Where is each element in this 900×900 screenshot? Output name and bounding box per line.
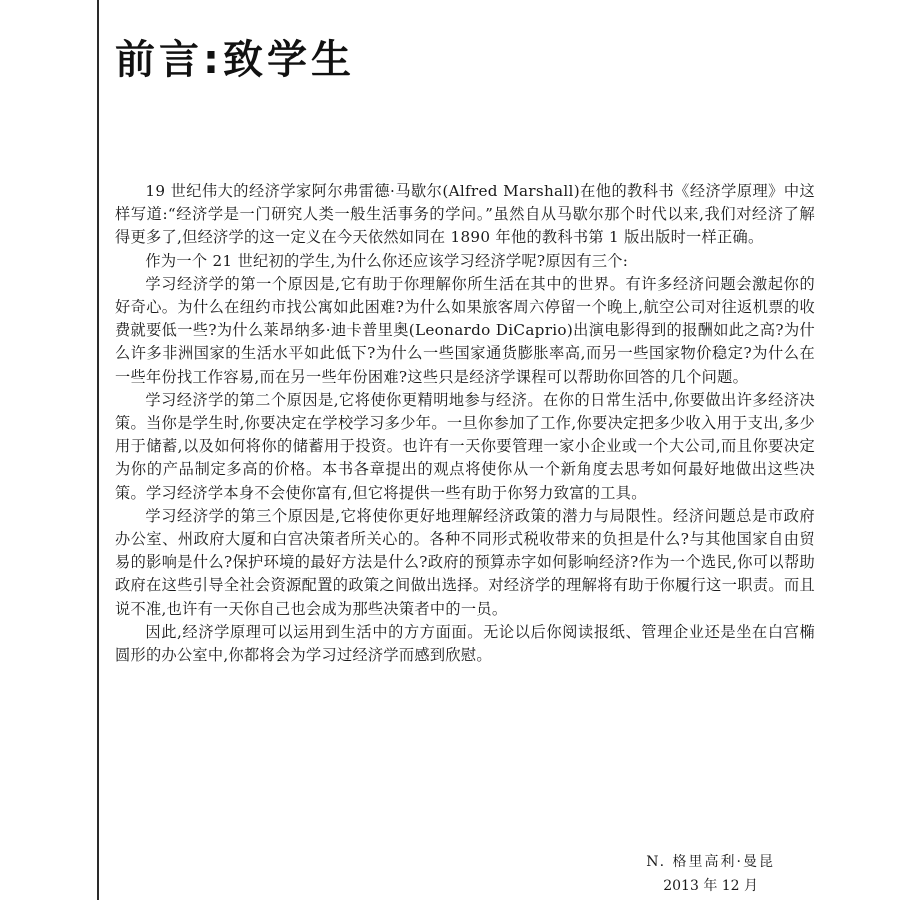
author-name: N. 格里高利·曼昆	[646, 854, 775, 870]
margin-rule	[97, 0, 99, 900]
paragraph-reason-three: 学习经济学的第三个原因是,它将使你更好地理解经济政策的潜力与局限性。经济问题总是市政府办公室、州政府大厦和白宫决策者所关心的。各种不同形式税收带来的负担是什么?与其他国家自由贸易的影响是什么?保护环境的最好方法是什么?政府的预算赤字如何影响经济?作为一个选民,你可以帮助政府在这些引导全社会资源配置的政策之间做出选择。对经济学的理解将有助于你履行这一职责。而且说不准,也许有一天你自己也会成为那些决策者中的一员。	[115, 506, 815, 618]
signature-block	[646, 850, 775, 898]
paragraph-intro: 19 世纪伟大的经济学家阿尔弗雷德·马歇尔(Alfred Marshall)在他的教科书《经济学原理》中这样写道:“经济学是一门研究人类一般生活事务的学问。”虽然自从马歇尔那个时代以来,我们对经济了解得更多了,但经济学的这一定义在今天依然如同在 1890 年他的教科书第 1 版出版时一样正确。	[115, 182, 815, 247]
paragraph-question: 作为一个 21 世纪初的学生,为什么你还应该学习经济学呢?原因有三个:	[145, 251, 629, 270]
signature-date: 2013 年 12 月	[663, 878, 759, 894]
paragraph-conclusion: 因此,经济学原理可以运用到生活中的方方面面。无论以后你阅读报纸、管理企业还是坐在白宫椭圆形的办公室中,你都将会为学习过经济学而感到欣慰。	[115, 622, 815, 665]
paragraph-reason-two: 学习经济学的第二个原因是,它将使你更精明地参与经济。在你的日常生活中,你要做出许多经济决策。当你是学生时,你要决定在学校学习多少年。一旦你参加了工作,你要决定把多少收入用于支出,多少用于储蓄,以及如何将你的储蓄用于投资。也许有一天你要管理一家小企业或一个大公司,而且你要决定为你的产品制定多高的价格。本书各章提出的观点将使你从一个新角度去思考如何最好地做出这些决策。学习经济学本身不会使你富有,但它将提供一些有助于你努力致富的工具。	[115, 390, 815, 502]
page-title: 前言:致学生	[115, 37, 355, 83]
paragraph-reason-one: 学习经济学的第一个原因是,它有助于你理解你所生活在其中的世界。有许多经济问题会激起你的好奇心。为什么在纽约市找公寓如此困难?为什么如果旅客周六停留一个晚上,航空公司对往返机票的收费就要低一些?为什么莱昂纳多·迪卡普里奥(Leonardo DiCaprio)出演电影得到的报酬如此之高?为什么许多非洲国家的生活水平如此低下?为什么一些国家通货膨胀率高,而另一些国家物价稳定?为什么在一些年份找工作容易,而在另一些年份困难?这些只是经济学课程可以帮助你回答的几个问题。	[115, 274, 815, 386]
body-text	[115, 180, 815, 667]
